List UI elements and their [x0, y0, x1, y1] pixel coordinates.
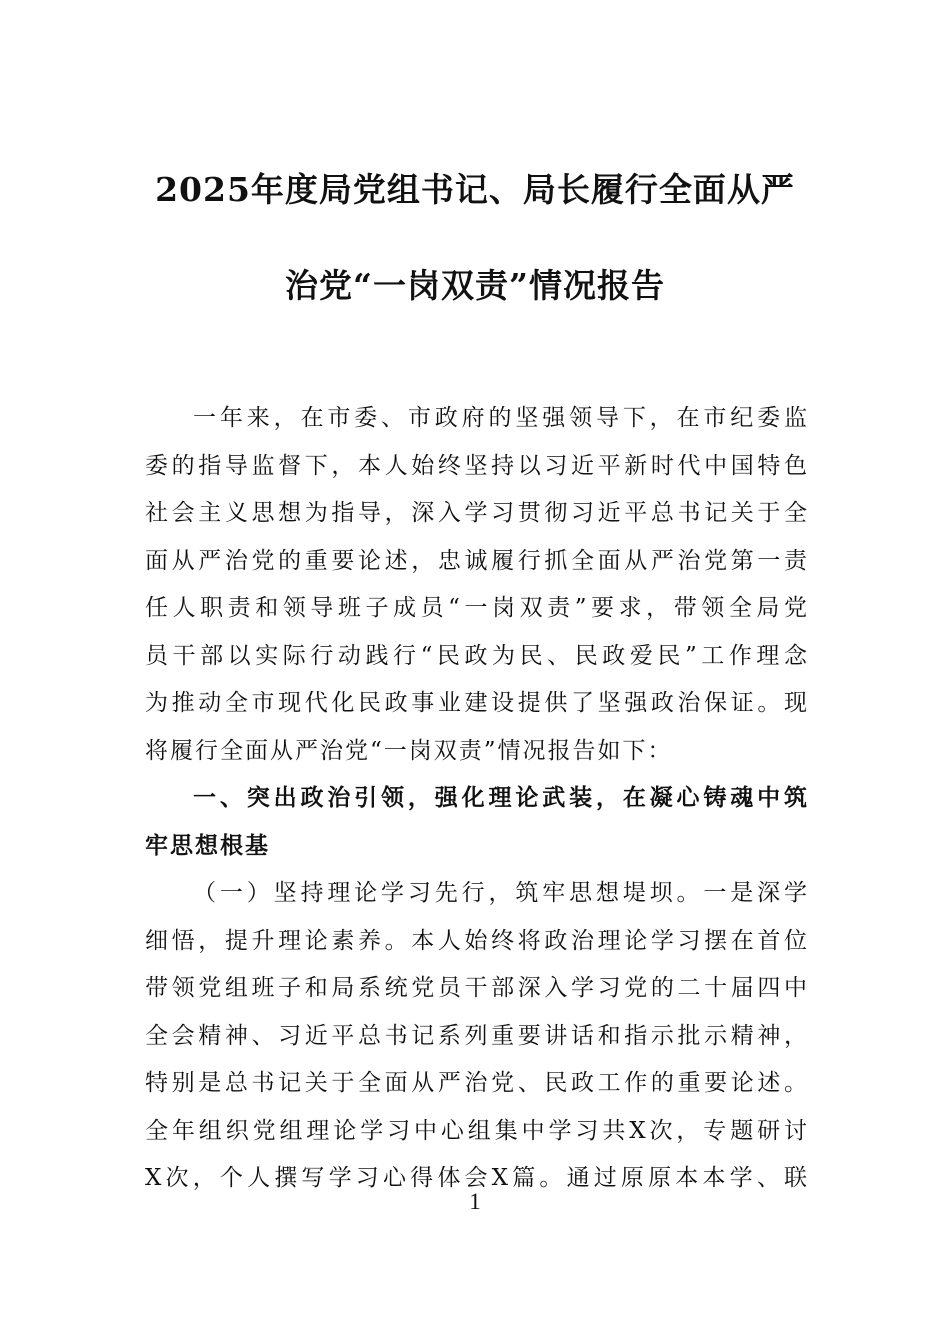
page-number: 1	[469, 1189, 481, 1214]
paragraph-line: 细悟，提升理论素养。本人始终将政治理论学习摆在首位	[145, 928, 807, 954]
report-title-line-2: 治党“一岗双责”情况报告	[285, 266, 665, 305]
report-title-line-1: 2025年度局党组书记、局长履行全面从严	[155, 170, 795, 209]
section-heading-line: 一、突出政治引领，强化理论武装，在凝心铸魂中筑	[193, 785, 807, 811]
paragraph-line: 任人职责和领导班子成员“一岗双责”要求，带领全局党	[145, 595, 807, 621]
paragraph-line: 将履行全面从严治党“一岗双责”情况报告如下：	[145, 738, 673, 764]
paragraph-line: 面从严治党的重要论述，忠诚履行抓全面从严治党第一责	[145, 548, 807, 574]
paragraph-line: X次，个人撰写学习心得体会X篇。通过原原本本学、联	[145, 1165, 807, 1191]
paragraph-line: 为推动全市现代化民政事业建设提供了坚强政治保证。现	[145, 690, 807, 716]
paragraph-line: 全会精神、习近平总书记系列重要讲话和指示批示精神，	[145, 1023, 807, 1049]
paragraph-line: 委的指导监督下，本人始终坚持以习近平新时代中国特色	[145, 453, 807, 479]
paragraph-line: 社会主义思想为指导，深入学习贯彻习近平总书记关于全	[145, 500, 807, 526]
section-heading-line: 牢思想根基	[145, 833, 270, 859]
paragraph-line: 全年组织党组理论学习中心组集中学习共X次，专题研讨	[145, 1118, 807, 1144]
paragraph-line: 带领党组班子和局系统党员干部深入学习党的二十届四中	[145, 975, 807, 1001]
paragraph-line: 一年来，在市委、市政府的坚强领导下，在市纪委监	[193, 405, 807, 431]
paragraph-line: （一）坚持理论学习先行，筑牢思想堤坝。一是深学	[193, 880, 807, 906]
paragraph-line: 员干部以实际行动践行“民政为民、民政爱民”工作理念	[145, 643, 807, 669]
paragraph-line: 特别是总书记关于全面从严治党、民政工作的重要论述。	[145, 1070, 807, 1096]
